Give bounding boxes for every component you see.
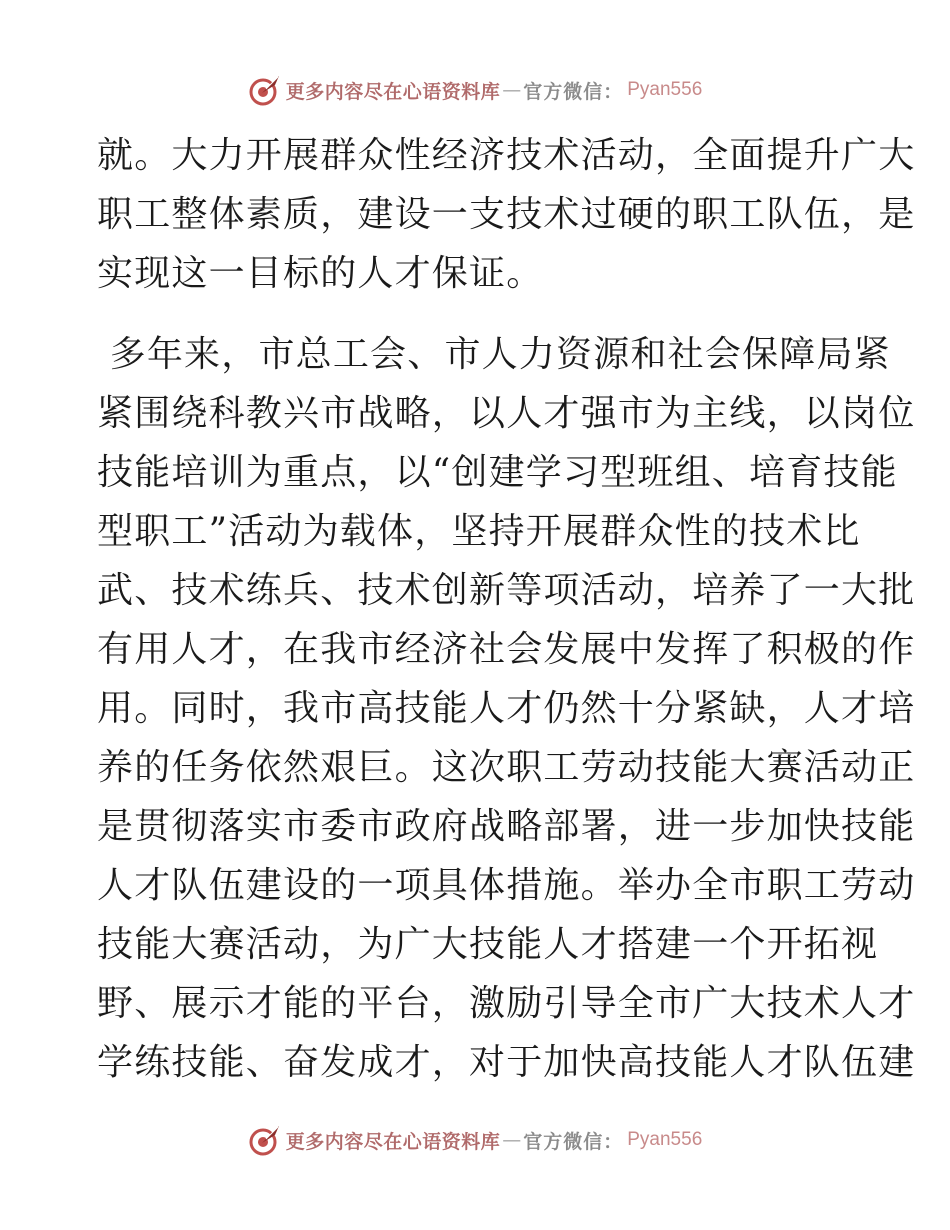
banner-official-label: 官方微信：	[523, 1130, 624, 1153]
text-line: 是贯彻落实市委市政府战略部署，进一步加快技能	[97, 806, 916, 847]
text-line: 人才队伍建设的一项具体措施。举办全市职工劳动	[97, 865, 916, 906]
text-line: 就。大力开展群众性经济技术活动，全面提升广大	[97, 135, 916, 176]
text-line: 技能培训为重点，以“创建学习型班组、培育技能	[97, 452, 898, 493]
banner-text: 更多内容尽在心语资料库	[285, 1130, 501, 1153]
text-line: 有用人才，在我市经济社会发展中发挥了积极的作	[97, 629, 916, 670]
banner-separator: —	[502, 79, 522, 101]
banner-wechat-id: Pyan556	[627, 79, 703, 100]
paragraph-spacer	[97, 303, 853, 325]
footer-banner	[0, 1120, 950, 1160]
text-line: 型职工”活动为载体，坚持开展群众性的技术比	[97, 511, 861, 552]
text-line: 技能大赛活动，为广大技能人才搭建一个开拓视	[97, 924, 879, 965]
banner-separator: —	[502, 1129, 522, 1151]
text-line: 紧围绕科教兴市战略，以人才强市为主线，以岗位	[97, 393, 916, 434]
paragraph	[97, 325, 916, 1092]
header-banner	[0, 70, 950, 110]
text-line: 野、展示才能的平台，激励引导全市广大技术人才	[97, 983, 916, 1024]
text-line: 学练技能、奋发成才，对于加快高技能人才队伍建	[97, 1042, 916, 1083]
quill-logo-icon	[248, 73, 282, 107]
document-body	[97, 126, 916, 1092]
text-line: 用。同时，我市高技能人才仍然十分紧缺，人才培	[97, 688, 916, 729]
text-line: 职工整体素质，建设一支技术过硬的职工队伍，是	[97, 194, 916, 235]
text-line: 养的任务依然艰巨。这次职工劳动技能大赛活动正	[97, 747, 916, 788]
text-line: 实现这一目标的人才保证。	[97, 253, 544, 294]
paragraph	[97, 126, 916, 303]
quill-logo-icon	[248, 1123, 282, 1157]
text-line: 多年来，市总工会、市人力资源和社会保障局紧	[97, 334, 891, 375]
text-line: 武、技术练兵、技术创新等项活动，培养了一大批	[97, 570, 916, 611]
banner-wechat-id: Pyan556	[627, 1129, 703, 1150]
banner-official-label: 官方微信：	[523, 80, 624, 103]
banner-text: 更多内容尽在心语资料库	[285, 80, 501, 103]
